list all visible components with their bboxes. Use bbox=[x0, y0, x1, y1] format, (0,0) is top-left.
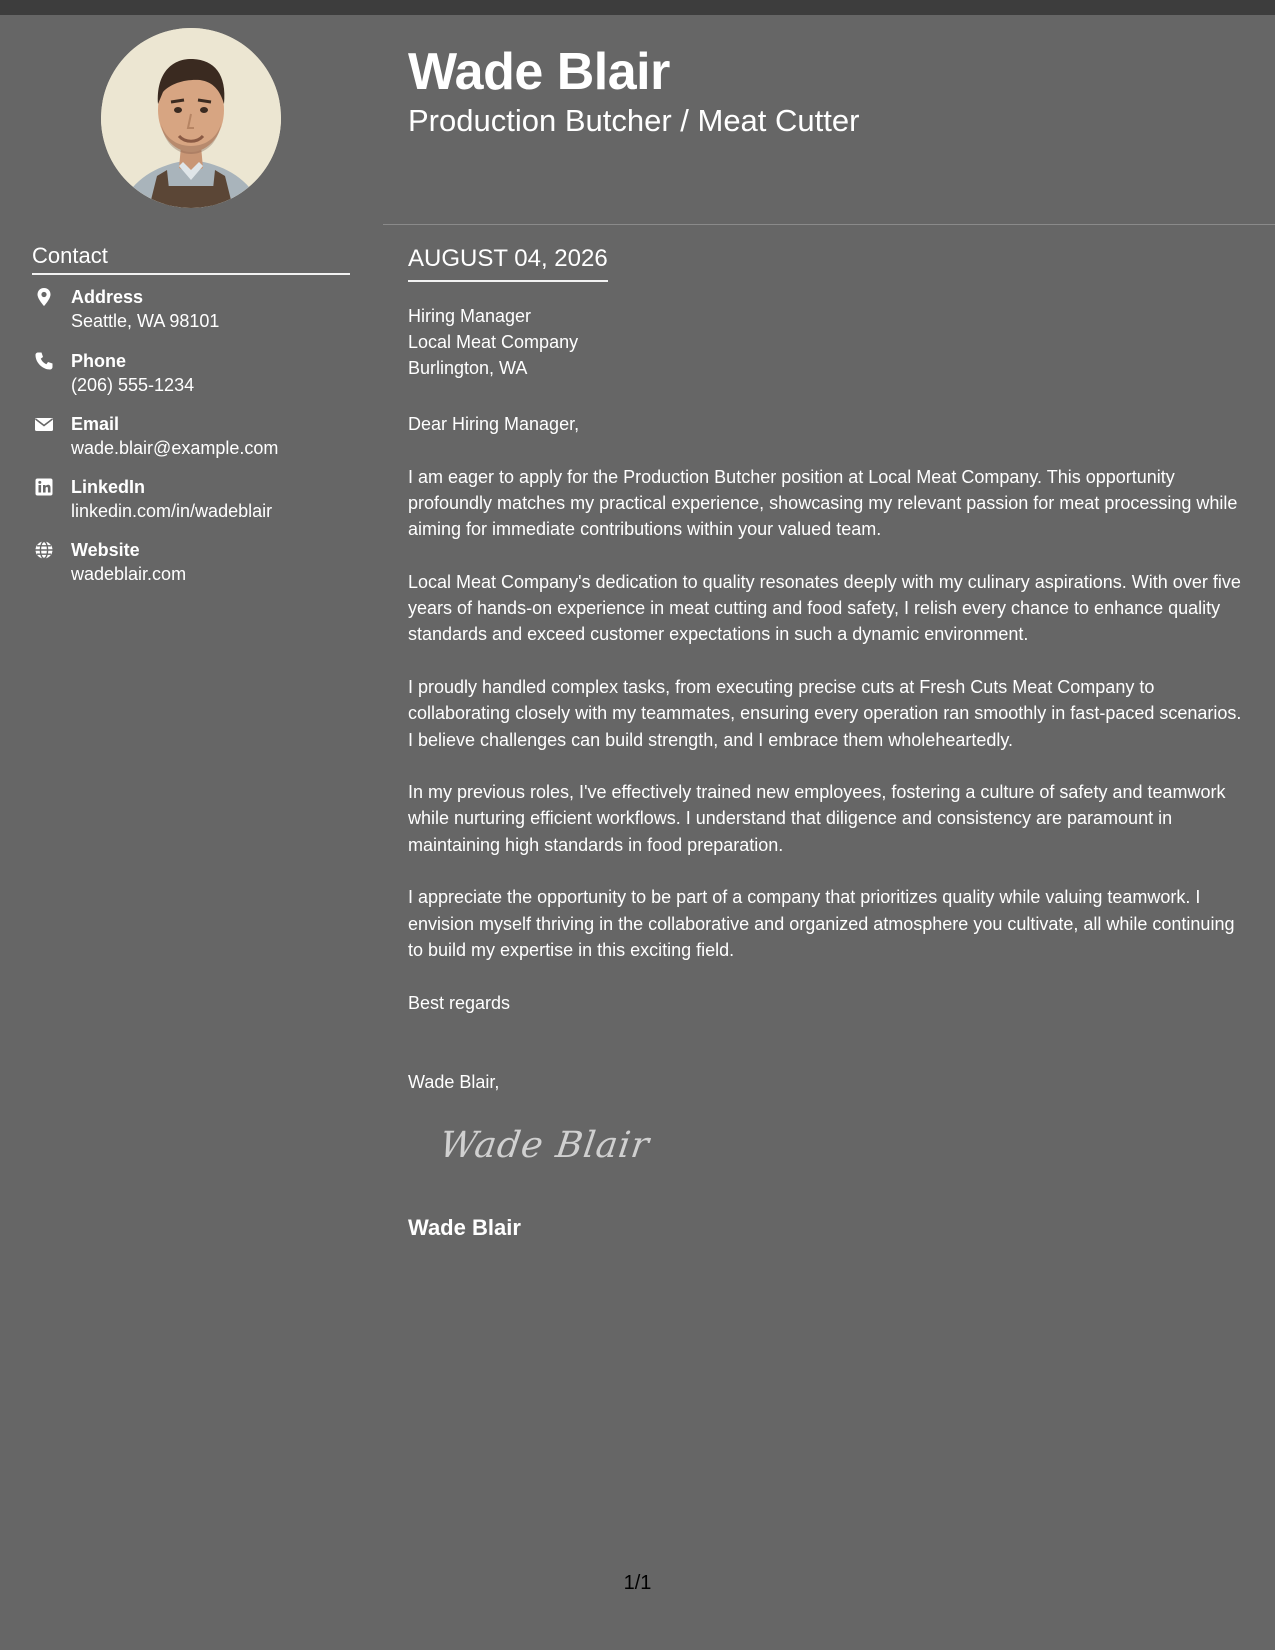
letter-text bbox=[408, 411, 1248, 990]
contact-label: LinkedIn bbox=[71, 477, 146, 497]
signoff-name: Wade Blair, bbox=[408, 1072, 500, 1092]
envelope-icon bbox=[34, 414, 54, 434]
letter-paragraph: I am eager to apply for the Production Butcher position at Local Meat Company. This opportunity profoundly matches my practical experience, showcasing my relevant passion for meat processing while aiming for immediate contributions within your valued team. bbox=[408, 466, 1238, 540]
signature: Wade Blair bbox=[437, 1125, 653, 1166]
applicant-name: Wade Blair bbox=[408, 43, 670, 101]
email-value[interactable]: wade.blair@example.com bbox=[71, 438, 279, 458]
job-title: Production Butcher / Meat Cutter bbox=[408, 103, 860, 138]
top-bar bbox=[0, 0, 1275, 15]
website-value[interactable]: wadeblair.com bbox=[71, 564, 187, 584]
contact-heading: Contact bbox=[32, 242, 350, 275]
contact-address bbox=[32, 285, 352, 337]
contact-label: Address bbox=[71, 287, 144, 307]
profile-photo bbox=[101, 28, 281, 208]
header-divider bbox=[383, 224, 1275, 225]
avatar bbox=[101, 28, 281, 208]
contact-phone bbox=[32, 349, 352, 401]
contact-label: Phone bbox=[71, 351, 127, 371]
phone-icon bbox=[34, 351, 54, 371]
location-pin-icon bbox=[34, 287, 54, 307]
globe-icon bbox=[34, 540, 54, 560]
salutation: Dear Hiring Manager, bbox=[408, 414, 580, 434]
contact-email bbox=[32, 412, 352, 464]
phone-value: (206) 555-1234 bbox=[71, 375, 195, 395]
letter-paragraph: Local Meat Company's dedication to quality resonates deeply with my culinary aspirations. With over five years of hands-on experience in meat cutting and food safety, I relish every chance to enhance quality standards and exceed customer expectations in such a dynamic environment. bbox=[408, 571, 1241, 645]
recipient-line: Hiring Manager bbox=[408, 306, 532, 326]
letter-date: AUGUST 04, 2026 bbox=[408, 242, 608, 282]
closing: Best regards bbox=[408, 993, 511, 1013]
linkedin-value[interactable]: linkedin.com/in/wadeblair bbox=[71, 501, 273, 521]
letter-paragraph: I appreciate the opportunity to be part of a company that prioritizes quality while valuing teamwork. I envision myself thriving in the collaborative and organized atmosphere you cultivate, all while continuing to build my expertise in this exciting field. bbox=[408, 887, 1235, 960]
page-number: 1/1 bbox=[623, 1572, 652, 1594]
contact-linkedin bbox=[32, 475, 352, 527]
sidebar bbox=[0, 15, 383, 1650]
letter-paragraph: In my previous roles, I've effectively trained new employees, fostering a culture of safety and teamwork while nurturing efficient workflows. I understand that diligence and consistency are paramount in maintaining high standards in food preparation. bbox=[408, 782, 1226, 855]
signature-name: Wade Blair bbox=[408, 1215, 521, 1240]
contact-label: Website bbox=[71, 540, 140, 560]
linkedin-icon bbox=[34, 477, 54, 497]
contact-website bbox=[32, 538, 352, 590]
recipient-line: Burlington, WA bbox=[408, 358, 528, 378]
letter-paragraph: I proudly handled complex tasks, from executing precise cuts at Fresh Cuts Meat Company to collaborating closely with my teammates, ensuring every operation ran smoothly in fast-paced scenarios. I believe challenges can build strength, and I embrace them wholeheartedly. bbox=[408, 676, 1242, 750]
recipient-line: Local Meat Company bbox=[408, 332, 579, 352]
address-value: Seattle, WA 98101 bbox=[71, 311, 220, 331]
contact-label: Email bbox=[71, 414, 120, 434]
